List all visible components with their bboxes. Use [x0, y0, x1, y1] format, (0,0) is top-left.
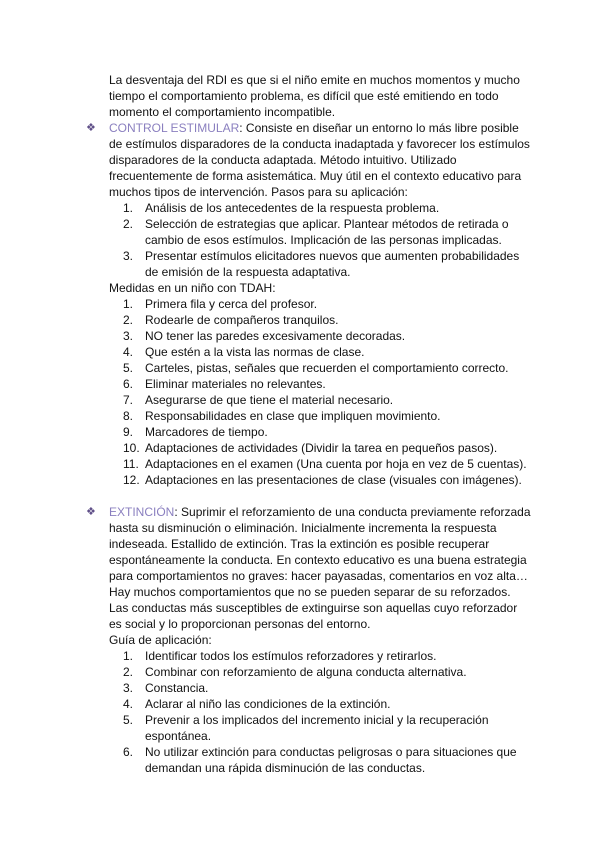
intro-paragraph: La desventaja del RDI es que si el niño emite en muchos momentos y mucho tiempo el comportamiento problema, es difícil que esté emitiendo en todo momento el comportamiento incompatible.: [109, 73, 520, 119]
list-item: 3. NO tener las paredes excesivamente decoradas.: [123, 329, 406, 343]
bullet-control-estimular: [86, 120, 532, 200]
list-item: 5. Carteles, pistas, señales que recuerden el comportamiento correcto.: [123, 361, 509, 375]
list-item: 1. Identificar todos los estímulos reforzadores y retirarlos.: [123, 649, 437, 663]
list-item: 5. Prevenir a los implicados del incremento inicial y la recuperación espontánea.: [123, 713, 489, 743]
list-item: 6. Eliminar materiales no relevantes.: [123, 377, 326, 391]
section-body-extincion: : Suprimir el reforzamiento de una conducta previamente reforzada hasta su disminución o eliminación. Inicialmente incrementa la respuesta indeseada. Estallido de extinción. Tras la extinción es posible recuperar espontáneamente la conducta. En contexto educativo es una buena estrategia para comportamientos no graves: hacer payasadas, comentarios en voz alta… Hay muchos comportamientos que no se pueden separar de su reforzados. Las conductas más susceptibles de extinguirse son aquellas cuyo reforzador es social y lo proporcionan personas del entorno.: [109, 505, 531, 631]
list-item: 9. Marcadores de tiempo.: [123, 425, 268, 439]
section-heading-control: CONTROL ESTIMULAR: [109, 121, 240, 135]
tdah-label: Medidas en un niño con TDAH:: [109, 281, 276, 295]
list-item: 4. Aclarar al niño las condiciones de la extinción.: [123, 697, 391, 711]
list-item: 7. Asegurarse de que tiene el material necesario.: [123, 393, 394, 407]
list-item: 1. Análisis de los antecedentes de la respuesta problema.: [123, 201, 440, 215]
list-item: 3. Presentar estímulos elicitadores nuevos que aumenten probabilidades de emisión de la respuesta adaptativa.: [123, 249, 520, 279]
list-item: 10. Adaptaciones de actividades (Dividir la tarea en pequeños pasos).: [123, 441, 498, 455]
diamond-bullet-icon: ❖: [86, 122, 96, 134]
section-heading-extincion: EXTINCIÓN: [109, 505, 175, 519]
list-item: 2. Rodearle de compañeros tranquilos.: [123, 313, 339, 327]
guide-list-extincion: [123, 648, 533, 776]
list-item: 11. Adaptaciones en el examen (Una cuenta por hoja en vez de 5 cuentas).: [123, 457, 527, 471]
diamond-bullet-icon: ❖: [86, 506, 96, 518]
bullet-extincion: [86, 504, 532, 632]
list-item: 8. Responsabilidades en clase que impliquen movimiento.: [123, 409, 441, 423]
list-item: 4. Que estén a la vista las normas de clase.: [123, 345, 365, 359]
list-item: 1. Primera fila y cerca del profesor.: [123, 297, 318, 311]
section-body-control: : Consiste en diseñar un entorno lo más libre posible de estímulos disparadores de la conducta inadaptada y favorecer los estímulos disparadores de la conducta adaptada. Método intuitivo. Utilizado frecuentemente de forma asistemática. Muy útil en el contexto educativo para muchos tipos de intervención. Pasos para su aplicación:: [109, 121, 530, 199]
list-item: 6. No utilizar extinción para conductas peligrosas o para situaciones que demandan una rápida disminución de las conductas.: [123, 745, 517, 775]
list-item: 3. Constancia.: [123, 681, 209, 695]
list-item: 2. Combinar con reforzamiento de alguna conducta alternativa.: [123, 665, 467, 679]
guide-label: Guía de aplicación:: [109, 633, 212, 647]
measures-list-tdah: [123, 296, 533, 488]
list-item: 12. Adaptaciones en las presentaciones de clase (visuales con imágenes).: [123, 473, 522, 487]
steps-list-control: [123, 200, 533, 280]
list-item: 2. Selección de estrategias que aplicar. Plantear métodos de retirada o cambio de esos estímulos. Implicación de las personas implicadas.: [123, 217, 509, 247]
